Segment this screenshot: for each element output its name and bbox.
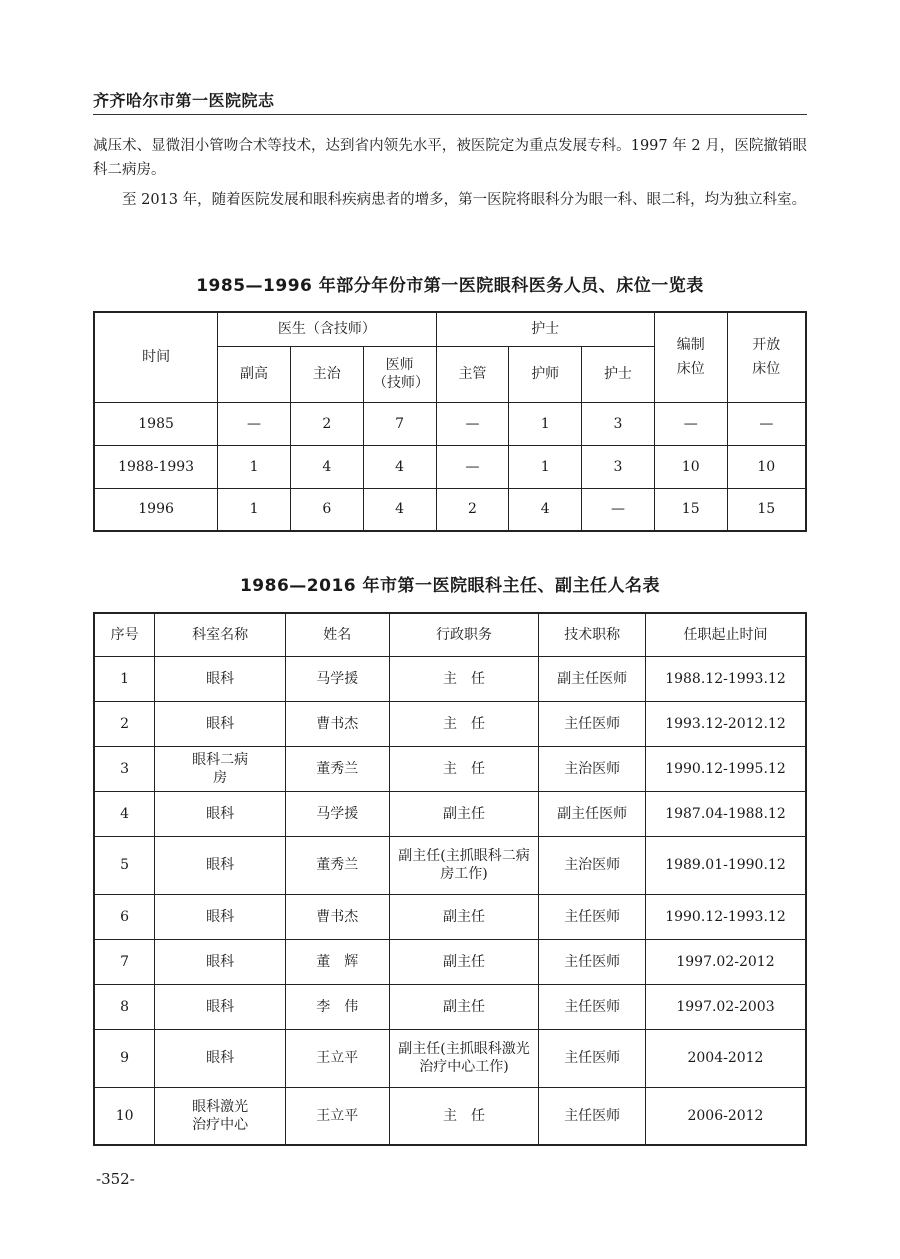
cell: 主任医师 xyxy=(539,939,646,984)
body-text xyxy=(93,134,807,218)
header-title: 齐齐哈尔市第一医院院志 xyxy=(93,91,275,110)
cell: 7 xyxy=(94,939,155,984)
cell: 1 xyxy=(94,656,155,701)
table-header-row xyxy=(94,613,806,656)
cell: 主 任 xyxy=(389,746,539,791)
cell: 主任医师 xyxy=(539,1029,646,1087)
cell: 副主任 xyxy=(389,791,539,836)
running-header xyxy=(93,90,807,115)
cell: 2 xyxy=(290,402,363,445)
subheader-cell: 副高 xyxy=(218,346,291,402)
header-nurses: 护士 xyxy=(436,312,654,346)
cell: 1988-1993 xyxy=(94,445,218,488)
table-row xyxy=(94,701,806,746)
cell: — xyxy=(436,402,509,445)
cell: 主任医师 xyxy=(539,701,646,746)
table-row xyxy=(94,894,806,939)
cell: 6 xyxy=(290,488,363,531)
table-row xyxy=(94,656,806,701)
cell: 董秀兰 xyxy=(285,836,389,894)
cell: 7 xyxy=(363,402,436,445)
cell: 副主任 xyxy=(389,984,539,1029)
cell: — xyxy=(218,402,291,445)
cell: 10 xyxy=(654,445,727,488)
cell: 马学援 xyxy=(285,791,389,836)
header-index: 序号 xyxy=(94,613,155,656)
cell: 10 xyxy=(727,445,806,488)
cell: 马学援 xyxy=(285,656,389,701)
header-admin-post: 行政职务 xyxy=(389,613,539,656)
cell: 王立平 xyxy=(285,1087,389,1145)
cell: 2006-2012 xyxy=(645,1087,806,1145)
cell: 4 xyxy=(509,488,582,531)
table-row xyxy=(94,791,806,836)
cell: 眼科 xyxy=(155,836,286,894)
cell: 1 xyxy=(509,402,582,445)
subheader-cell: 主管 xyxy=(436,346,509,402)
cell: — xyxy=(582,488,655,531)
cell: 眼科 xyxy=(155,791,286,836)
cell: 3 xyxy=(582,402,655,445)
cell: 主 任 xyxy=(389,656,539,701)
cell: 李 伟 xyxy=(285,984,389,1029)
paragraph-1: 减压术、显微泪小管吻合术等技术，达到省内领先水平，被医院定为重点发展专科。1997 年 2 月，医院撤销眼科二病房。 xyxy=(93,138,807,178)
cell: 副主任 xyxy=(389,894,539,939)
staff-bed-table xyxy=(93,311,807,532)
paragraph-2: 至 2013 年，随着医院发展和眼科疾病患者的增多，第一医院将眼科分为眼一科、眼二科，均为独立科室。 xyxy=(122,192,807,208)
cell: 董秀兰 xyxy=(285,746,389,791)
cell: 8 xyxy=(94,984,155,1029)
cell: 主治医师 xyxy=(539,836,646,894)
cell: 眼科激光治疗中心 xyxy=(155,1087,286,1145)
table1-title: 1985—1996 年部分年份市第一医院眼科医务人员、床位一览表 xyxy=(196,276,704,296)
cell: 1 xyxy=(509,445,582,488)
cell: 1993.12-2012.12 xyxy=(645,701,806,746)
table-row xyxy=(94,1087,806,1145)
header-department: 科室名称 xyxy=(155,613,286,656)
cell: 主任医师 xyxy=(539,894,646,939)
subheader-cell: 主治 xyxy=(290,346,363,402)
cell: 主治医师 xyxy=(539,746,646,791)
cell: 曹书杰 xyxy=(285,701,389,746)
cell: 副主任(主抓眼科激光治疗中心工作) xyxy=(389,1029,539,1087)
cell: 主 任 xyxy=(389,1087,539,1145)
cell: 3 xyxy=(582,445,655,488)
table-row xyxy=(94,984,806,1029)
cell: 2 xyxy=(94,701,155,746)
cell: 4 xyxy=(290,445,363,488)
cell: 1997.02-2003 xyxy=(645,984,806,1029)
cell: 4 xyxy=(94,791,155,836)
cell: 副主任医师 xyxy=(539,791,646,836)
cell: 主任医师 xyxy=(539,1087,646,1145)
cell: 1987.04-1988.12 xyxy=(645,791,806,836)
cell: 6 xyxy=(94,894,155,939)
cell: 3 xyxy=(94,746,155,791)
directors-table xyxy=(93,612,807,1146)
cell: 10 xyxy=(94,1087,155,1145)
table-row xyxy=(94,836,806,894)
subheader-cell: 护师 xyxy=(509,346,582,402)
cell: 1988.12-1993.12 xyxy=(645,656,806,701)
cell: 眼科二病房 xyxy=(155,746,286,791)
cell: 1996 xyxy=(94,488,218,531)
cell: 副主任医师 xyxy=(539,656,646,701)
header-tenure: 任职起止时间 xyxy=(645,613,806,656)
cell: 9 xyxy=(94,1029,155,1087)
cell: 5 xyxy=(94,836,155,894)
subheader-cell: 护士 xyxy=(582,346,655,402)
cell: 副主任(主抓眼科二病房工作) xyxy=(389,836,539,894)
table2-title: 1986—2016 年市第一医院眼科主任、副主任人名表 xyxy=(239,576,661,596)
cell: 15 xyxy=(654,488,727,531)
cell: 15 xyxy=(727,488,806,531)
cell: 2004-2012 xyxy=(645,1029,806,1087)
header-beds-planned: 编制床位 xyxy=(654,312,727,402)
header-beds-open: 开放床位 xyxy=(727,312,806,402)
cell: — xyxy=(727,402,806,445)
cell: 1997.02-2012 xyxy=(645,939,806,984)
cell: 眼科 xyxy=(155,656,286,701)
table-row xyxy=(94,939,806,984)
table-row xyxy=(94,1029,806,1087)
page-number: -352- xyxy=(96,1170,135,1188)
cell: 眼科 xyxy=(155,1029,286,1087)
cell: — xyxy=(436,445,509,488)
cell: 1 xyxy=(218,445,291,488)
cell: 1989.01-1990.12 xyxy=(645,836,806,894)
table-row xyxy=(94,402,806,445)
header-name: 姓名 xyxy=(285,613,389,656)
header-time: 时间 xyxy=(94,312,218,402)
header-doctors: 医生（含技师） xyxy=(218,312,436,346)
cell: 眼科 xyxy=(155,894,286,939)
subheader-cell: 医师（技师） xyxy=(363,346,436,402)
cell: 眼科 xyxy=(155,984,286,1029)
cell: 主 任 xyxy=(389,701,539,746)
cell: 副主任 xyxy=(389,939,539,984)
cell: 董 辉 xyxy=(285,939,389,984)
cell: 1 xyxy=(218,488,291,531)
cell: 4 xyxy=(363,445,436,488)
cell: 1990.12-1993.12 xyxy=(645,894,806,939)
cell: 1985 xyxy=(94,402,218,445)
cell: 1990.12-1995.12 xyxy=(645,746,806,791)
cell: 曹书杰 xyxy=(285,894,389,939)
cell: 眼科 xyxy=(155,939,286,984)
table-row xyxy=(94,488,806,531)
cell: — xyxy=(654,402,727,445)
cell: 眼科 xyxy=(155,701,286,746)
cell: 主任医师 xyxy=(539,984,646,1029)
table-row xyxy=(94,445,806,488)
table-row xyxy=(94,746,806,791)
cell: 2 xyxy=(436,488,509,531)
header-tech-title: 技术职称 xyxy=(539,613,646,656)
cell: 4 xyxy=(363,488,436,531)
cell: 王立平 xyxy=(285,1029,389,1087)
